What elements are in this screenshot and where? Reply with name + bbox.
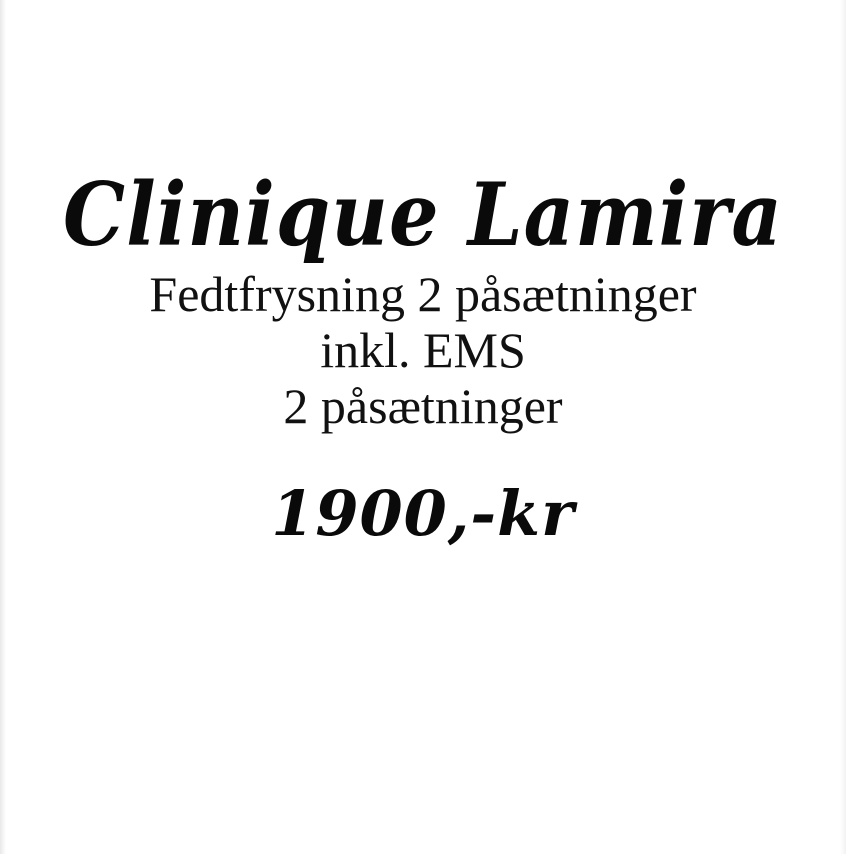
service-line-3: 2 påsætninger — [283, 377, 563, 434]
brand-title: Clinique Lamira — [63, 164, 783, 267]
service-line-1: Fedtfrysning 2 påsætninger — [149, 265, 697, 322]
service-description — [0, 266, 846, 434]
price-label: 1900,-kr — [271, 476, 575, 550]
service-line-2: inkl. EMS — [320, 321, 526, 378]
card-content — [0, 164, 846, 550]
